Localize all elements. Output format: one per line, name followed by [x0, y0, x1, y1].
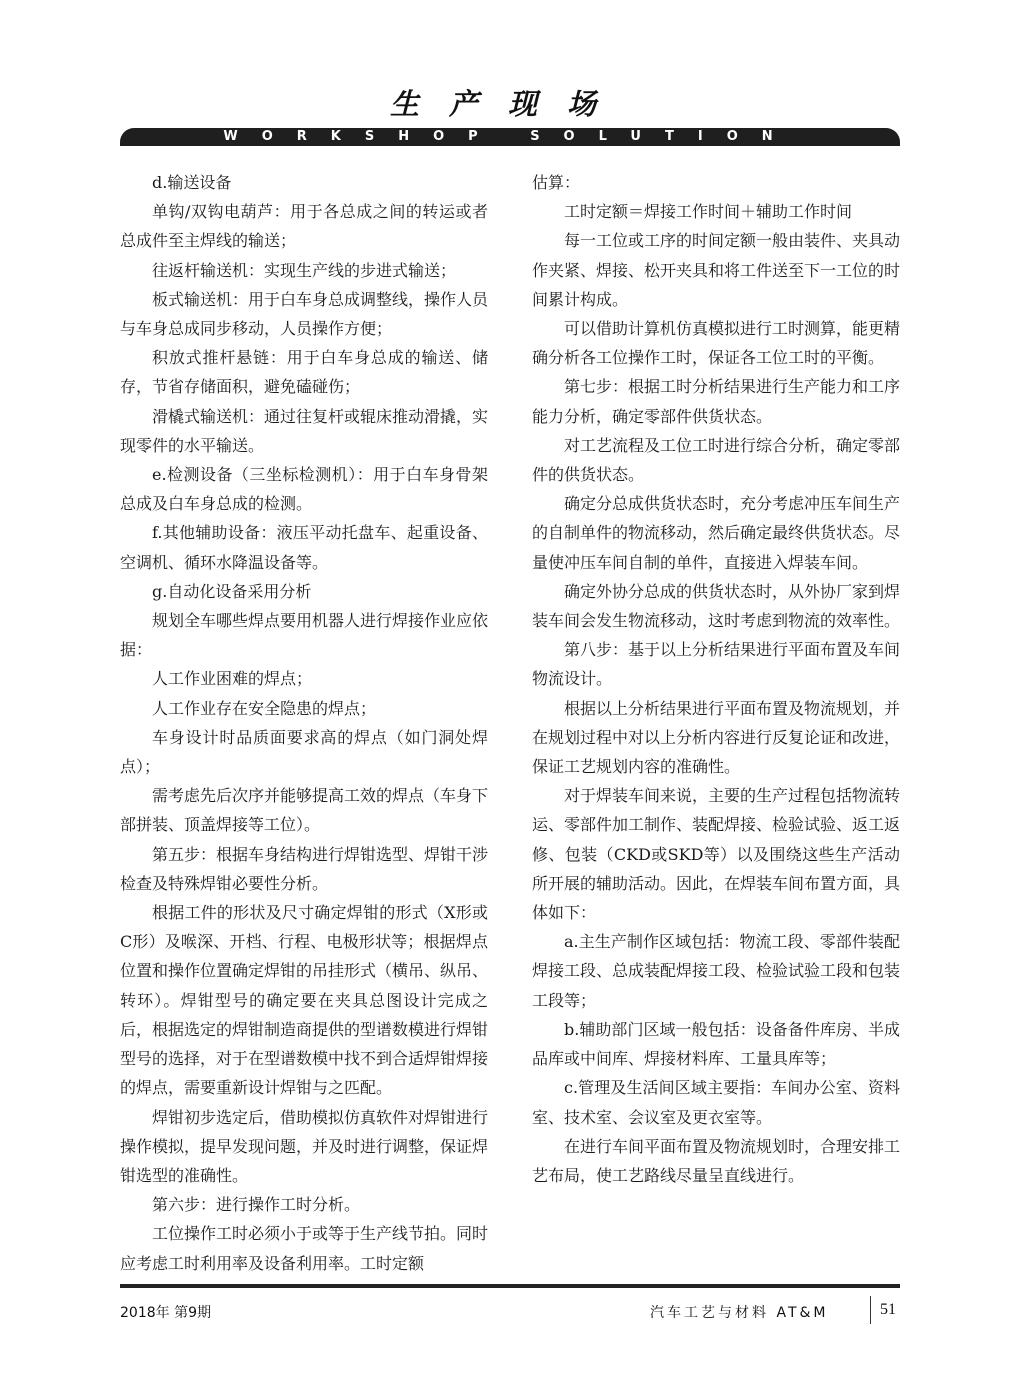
paragraph: 确定外协分总成的供货状态时，从外协厂家到焊装车间会发生物流移动，这时考虑到物流的效率性。	[532, 581, 901, 631]
paragraph: 对工艺流程及工位工时进行综合分析，确定零部件的供货状态。	[532, 435, 901, 485]
journal-name: 汽车工艺与材料 AT&M	[650, 1305, 829, 1321]
paragraph: a.主生产制作区域包括：物流工段、零部件装配焊接工段、总成装配焊接工段、检验试验工段和包装工段等；	[532, 932, 901, 1010]
paragraph: 第七步：根据工时分析结果进行生产能力和工序能力分析，确定零部件供货状态。	[532, 377, 901, 426]
footer-divider	[120, 1284, 900, 1288]
right-column	[532, 168, 900, 1190]
paragraph: 第六步：进行操作工时分析。	[152, 1195, 361, 1215]
paragraph: 工时定额＝焊接工作时间＋辅助工作时间	[564, 202, 853, 222]
paragraph: 规划全车哪些焊点要用机器人进行焊接作业应依据：	[120, 611, 489, 660]
page-number: 51	[880, 1301, 896, 1318]
paragraph: 对于焊装车间来说，主要的生产过程包括物流转运、零部件加工制作、装配焊接、检验试验、返工返修、包装（CKD或SKD等）以及围绕这些生产活动所开展的辅助活动。因此，在焊装车间布置方面，具体如下：	[532, 786, 901, 923]
section-title: 生产现场	[389, 87, 626, 121]
paragraph: 板式输送机：用于白车身总成调整线，操作人员与车身总成同步移动，人员操作方便；	[120, 289, 489, 339]
paragraph: 人工作业存在安全隐患的焊点；	[152, 698, 377, 718]
paragraph: 确定分总成供货状态时，充分考虑冲压车间生产的自制单件的物流移动，然后确定最终供货状态。尽量使冲压车间自制的单件，直接进入焊装车间。	[532, 494, 901, 572]
paragraph: f.其他辅助设备：液压平动托盘车、起重设备、空调机、循环水降温设备等。	[120, 523, 488, 572]
paragraph: 人工作业困难的焊点；	[152, 669, 313, 689]
paragraph: 可以借助计算机仿真模拟进行工时测算，能更精确分析各工位操作工时，保证各工位工时的平衡。	[532, 319, 901, 368]
paragraph: e.检测设备（三坐标检测机）：用于白车身骨架总成及白车身总成的检测。	[120, 465, 488, 514]
paragraph: g.自动化设备采用分析	[152, 581, 312, 601]
paragraph: 滑橇式输送机：通过往复杆或辊床推动滑撬，实现零件的水平输送。	[120, 406, 489, 455]
paragraph: b.辅助部门区域一般包括：设备备件库房、半成品库或中间库、焊接材料库、工量具库等；	[532, 1019, 900, 1069]
paragraph: c.管理及生活间区域主要指：车间办公室、资料室、技术室、会议室及更衣室等。	[532, 1078, 900, 1127]
left-column	[120, 168, 488, 1278]
paragraph: 根据以上分析结果进行平面布置及物流规划，并在规划过程中对以上分析内容进行反复论证和改进，保证工艺规划内容的准确性。	[532, 698, 901, 777]
paragraph: 单钩/双钩电葫芦：用于各总成之间的转运或者总成件至主焊线的输送；	[120, 202, 488, 251]
section-banner	[120, 128, 900, 146]
paragraph: 往返杆输送机：实现生产线的步进式输送；	[152, 260, 457, 280]
footer-separator	[870, 1296, 871, 1324]
paragraph: 每一工位或工序的时间定额一般由装件、夹具动作夹紧、焊接、松开夹具和将工件送至下一工位的时间累计构成。	[532, 231, 901, 309]
paragraph: d.输送设备	[152, 173, 232, 192]
paragraph: 第八步：基于以上分析结果进行平面布置及车间物流设计。	[532, 640, 901, 689]
paragraph: 在进行车间平面布置及物流规划时，合理安排工艺布局，使工艺路线尽量呈直线进行。	[532, 1136, 901, 1185]
section-subtitle: WORKSHOP SOLUTION	[223, 129, 797, 144]
issue-label: 2018年 第9期	[120, 1305, 211, 1321]
paragraph: 车身设计时品质面要求高的焊点（如门洞处焊点）；	[120, 727, 488, 777]
paragraph: 积放式推杆悬链：用于白车身总成的输送、储存，节省存储面积，避免磕碰伤；	[120, 348, 488, 397]
paragraph: 焊钳初步选定后，借助模拟仿真软件对焊钳进行操作模拟，提早发现问题，并及时进行调整，保证焊钳选型的准确性。	[120, 1107, 489, 1185]
paragraph: 估算：	[532, 173, 581, 192]
paragraph: 根据工件的形状及尺寸确定焊钳的形式（X形或C形）及喉深、开档、行程、电极形状等；根据焊点位置和操作位置确定焊钳的吊挂形式（横吊、纵吊、转环）。焊钳型号的确定要在夹具总图设计完成之后，根据选定的焊钳制造商提供的型谱数模进行焊钳型号的选择，对于在型谱数模中找不到合适焊钳焊接的焊点，需要重新设计焊钳与之匹配。	[120, 903, 489, 1098]
paragraph: 需考虑先后次序并能够提高工效的焊点（车身下部拼装、顶盖焊接等工位）。	[120, 786, 489, 835]
paragraph: 第五步：根据车身结构进行焊钳选型、焊钳干涉检查及特殊焊钳必要性分析。	[120, 844, 489, 893]
paragraph: 工位操作工时必须小于或等于生产线节拍。同时应考虑工时利用率及设备利用率。工时定额	[120, 1224, 489, 1273]
